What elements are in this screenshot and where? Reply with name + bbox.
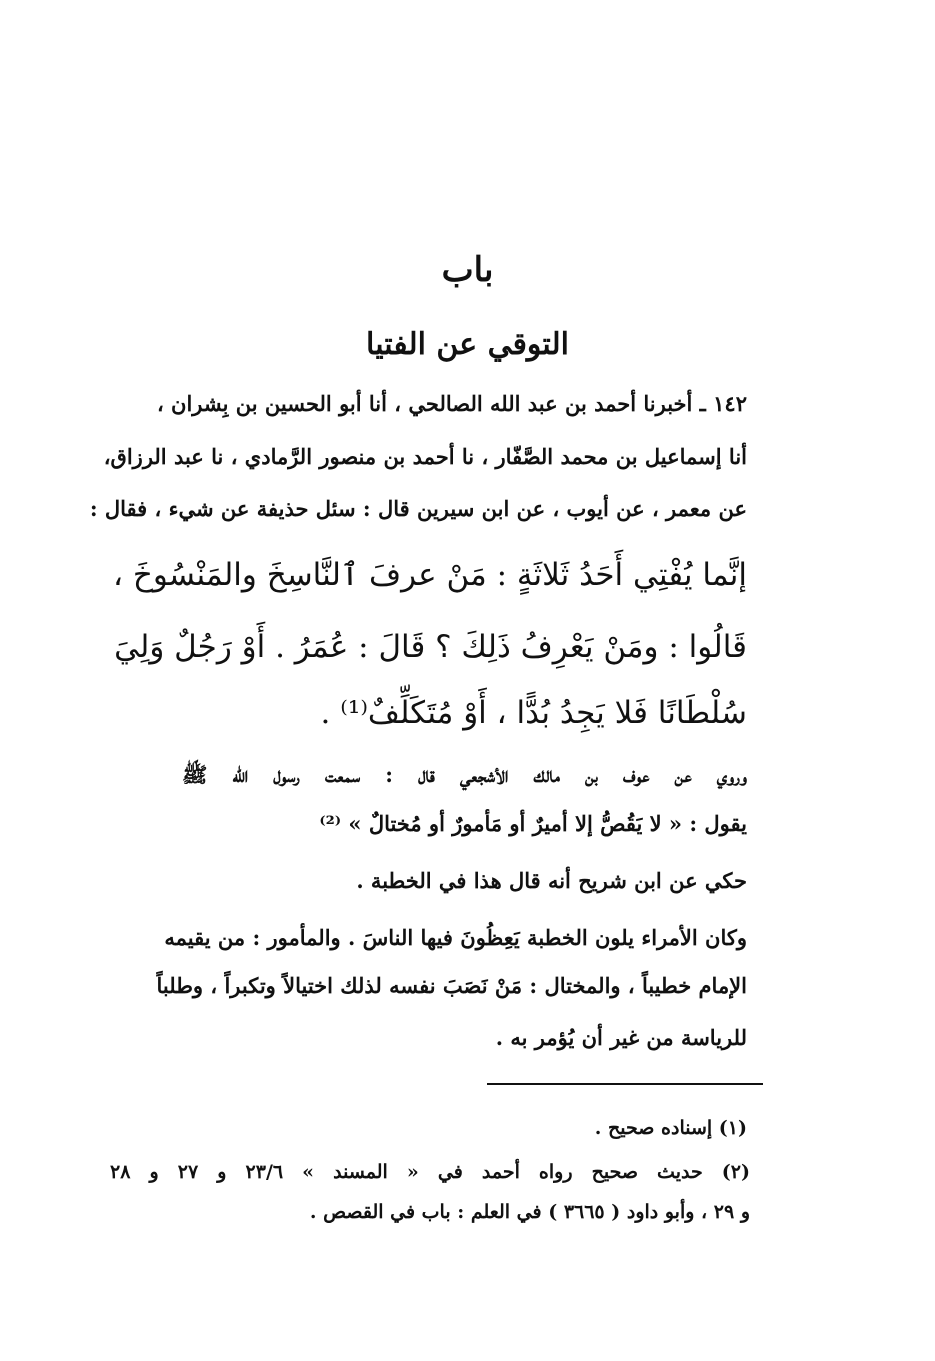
footnote: (١) إسناده صحيح .: [594, 1117, 747, 1139]
footnote: و ٢٩ ، وأبو داود ( ٣٦٦٥ ) في العلم : باب في القصص .: [309, 1201, 750, 1223]
paragraph-line: الإمام خطيباً ، والمختال : مَنْ نَصَبَ نفسه لذلك اختيالاً وتكبراً ، وطلباً: [156, 973, 747, 998]
quote-line: قَالُوا : ومَنْ يَعْرِفُ ذَلِكَ ؟ قَالَ : عُمَرُ . أَوْ رَجُلٌ وَلِيَ: [114, 629, 747, 665]
isnad-line: عن معمر ، عن أيوب ، عن ابن سيرين قال : سئل حذيفة عن شيء ، فقال :: [89, 496, 747, 521]
footnote: (٢) حديث صحيح رواه أحمد في « المسند » ٢٣/٦ و ٢٧ و ٢٨: [110, 1161, 751, 1183]
paragraph-line: وكان الأمراء يلون الخطبة يَعِظُونَ فيها الناسَ . والمأمور : من يقيمه: [164, 925, 747, 950]
paragraph-line: يقول : « لا يَقُصُّ إلا أميرٌ أو مَأمورٌ أو مُختالٌ » ⁽²⁾: [319, 811, 747, 836]
isnad-line: أنا إسماعيل بن محمد الصَّفّار ، نا أحمد بن منصور الرَّمادي ، نا عبد الرزاق،: [103, 444, 747, 469]
isnad-line: ١٤٢ ـ أخبرنا أحمد بن عبد الله الصالحي ، أنا أبو الحسين بن بِشران ،: [156, 391, 747, 416]
quote-line: سُلْطَانًا فَلا يَجِدُ بُدًّا ، أَوْ مُتَكَلِّفٌ⁽¹⁾ .: [320, 695, 747, 731]
chapter-title: باب: [441, 250, 494, 290]
quote-line: إنَّما يُفْتِي أَحَدُ ثَلاثَةٍ : مَنْ عرفَ ٱلنَّاسِخَ والمَنْسُوخَ ،: [113, 557, 747, 593]
paragraph-line: للرياسة من غير أن يُؤمر به .: [495, 1025, 747, 1050]
paragraph-line: حكي عن ابن شريح أنه قال هذا في الخطبة .: [356, 868, 747, 893]
footnote-divider: [487, 1083, 763, 1085]
paragraph-line: وروي عن عوف بن مالك الأشجعي قال : سمعت رسول الله ﷺ: [182, 762, 747, 787]
chapter-subtitle: التوقي عن الفتيا: [366, 327, 569, 362]
